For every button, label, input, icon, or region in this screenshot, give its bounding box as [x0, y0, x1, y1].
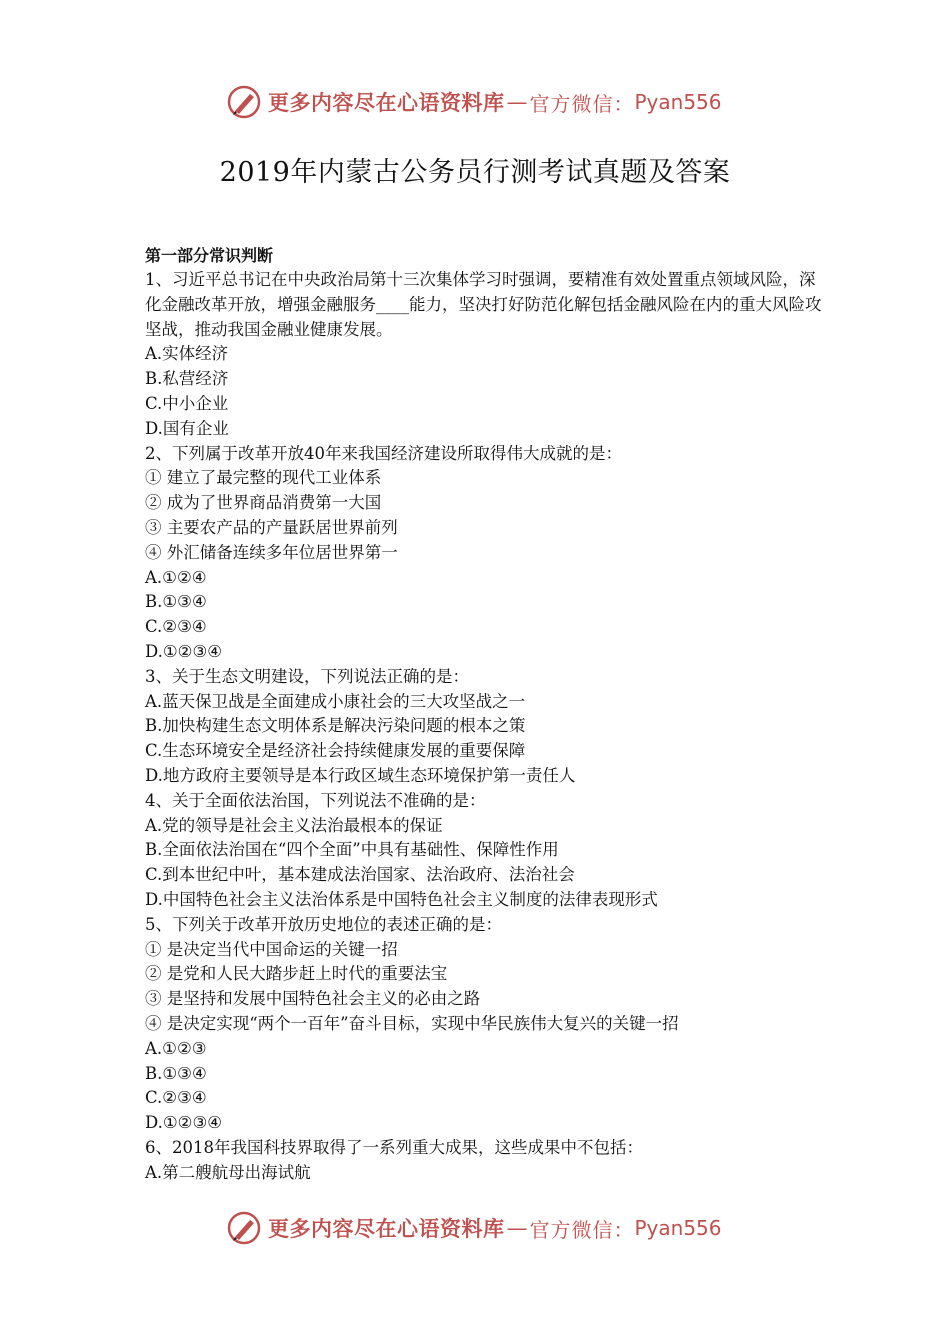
question-statement: ④ 是决定实现“两个一百年”奋斗目标，实现中华民族伟大复兴的关键一招 [145, 1013, 679, 1033]
answer-option: C.生态环境安全是经济社会持续健康发展的重要保障 [145, 741, 526, 761]
answer-option: C.中小企业 [145, 393, 229, 413]
banner-wechat-label: 官方微信： [529, 91, 635, 116]
answer-option: D.①②③④ [145, 1113, 223, 1133]
question-stem: 2、下列属于改革开放40年来我国经济建设所取得伟大成就的是： [145, 443, 622, 463]
banner-slogan: 更多内容尽在心语资料库 [268, 90, 505, 115]
answer-option: D.国有企业 [145, 418, 229, 438]
question-statement: ③ 主要农产品的产量跃居世界前列 [145, 517, 398, 537]
question-statement: ③ 是坚持和发展中国特色社会主义的必由之路 [145, 989, 481, 1009]
footer-wechat-label: 官方微信： [529, 1217, 635, 1242]
answer-option: B.加快构建生态文明体系是解决污染问题的根本之策 [145, 716, 526, 736]
footer-slogan: 更多内容尽在心语资料库 [268, 1216, 505, 1241]
question-stem: 3、关于生态文明建设，下列说法正确的是： [145, 666, 469, 686]
question-statement: ① 建立了最完整的现代工业体系 [145, 468, 382, 488]
answer-option: C.到本世纪中叶，基本建成法治国家、法治政府、法治社会 [145, 865, 575, 885]
question-stem: 1、习近平总书记在中央政治局第十三次集体学习时强调，要精准有效处置重点领域风险，深化金融改革开放，增强金融服务____能力，坚决打好防范化解包括金融风险在内的重大风险攻坚战，推动我国金融业健康发展。 [145, 270, 822, 339]
answer-option: C.②③④ [145, 617, 207, 637]
question-statement: ④ 外汇储备连续多年位居世界第一 [145, 542, 398, 562]
question-stem: 6、2018年我国科技界取得了一系列重大成果，这些成果中不包括： [145, 1137, 643, 1157]
answer-option: B.①③④ [145, 1063, 207, 1083]
footer-wechat-id: Pyan556 [634, 1216, 722, 1240]
answer-option: B.全面依法治国在“四个全面”中具有基础性、保障性作用 [145, 840, 559, 860]
question-statement: ② 是党和人民大踏步赶上时代的重要法宝 [145, 964, 448, 984]
answer-option: D.①②③④ [145, 641, 223, 661]
answer-option: C.②③④ [145, 1088, 207, 1108]
section-title: 第一部分常识判断 [145, 246, 274, 265]
banner-wechat-id: Pyan556 [634, 90, 722, 114]
banner-separator: — [506, 90, 528, 114]
answer-option: A.①②③ [145, 1038, 207, 1058]
question-statement: ① 是决定当代中国命运的关键一招 [145, 939, 398, 959]
answer-option: A.①②④ [145, 567, 207, 587]
question-statement: ② 成为了世界商品消费第一大国 [145, 493, 382, 513]
pen-circle-logo-icon [226, 1210, 262, 1246]
question-stem: 4、关于全面依法治国，下列说法不准确的是： [145, 790, 486, 810]
answer-option: A.蓝天保卫战是全面建成小康社会的三大攻坚战之一 [145, 691, 526, 711]
pen-circle-logo-icon [226, 84, 262, 120]
footer-banner [0, 1208, 950, 1248]
question-stem: 5、下列关于改革开放历史地位的表述正确的是： [145, 914, 502, 934]
answer-option: B.①③④ [145, 592, 207, 612]
header-banner [0, 82, 950, 122]
answer-option: A.实体经济 [145, 344, 229, 364]
answer-option: A.党的领导是社会主义法治最根本的保证 [145, 815, 443, 835]
document-body [145, 243, 825, 1185]
answer-option: B.私营经济 [145, 369, 229, 389]
answer-option: D.地方政府主要领导是本行政区域生态环境保护第一责任人 [145, 765, 576, 785]
answer-option: A.第二艘航母出海试航 [145, 1162, 311, 1182]
footer-separator: — [506, 1216, 528, 1240]
page-title: 2019年内蒙古公务员行测考试真题及答案 [219, 157, 731, 188]
answer-option: D.中国特色社会主义法治体系是中国特色社会主义制度的法律表现形式 [145, 889, 658, 909]
